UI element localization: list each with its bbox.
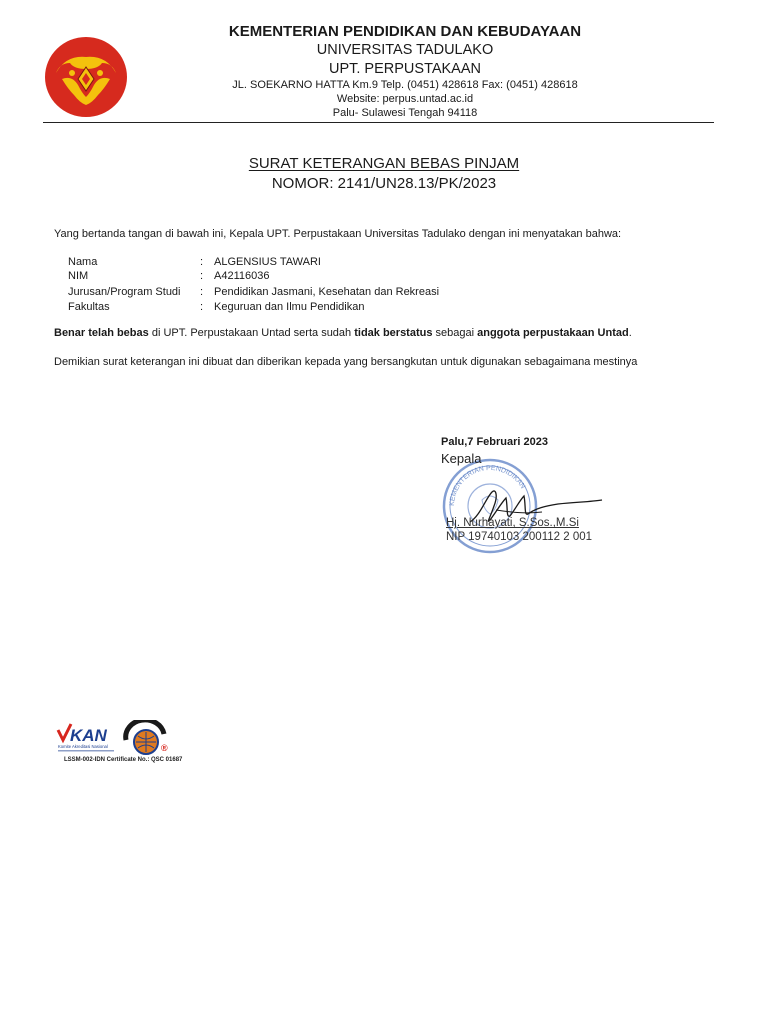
certificate-number: LSSM-002-IDN Certificate No.: QSC 01687 xyxy=(64,757,183,763)
university-name: UNIVERSITAS TADULAKO xyxy=(316,42,494,58)
unit-name: UPT. PERPUSTAKAAN xyxy=(328,61,482,77)
certification-logo xyxy=(120,720,172,760)
statement-text-4: sebagai xyxy=(432,327,478,339)
field-row-program xyxy=(68,286,439,298)
svg-text:KEMENTERIAN PENDIDIKAN: KEMENTERIAN PENDIDIKAN xyxy=(448,464,527,507)
closing-paragraph: Demikian surat keterangan ini dibuat dan diberikan kepada yang bersangkutan untuk digunakan sebagaimana mestinya xyxy=(54,356,638,368)
letter-number: NOMOR: 2141/UN28.13/PK/2023 xyxy=(271,175,497,192)
position-title: Kepala xyxy=(441,451,482,466)
field-row-fakultas xyxy=(68,301,364,313)
field-separator: : xyxy=(200,270,204,282)
field-row-nim xyxy=(68,270,269,282)
field-separator: : xyxy=(200,301,204,313)
letter-title: SURAT KETERANGAN BEBAS PINJAM xyxy=(248,155,520,172)
field-value: ALGENSIUS TAWARI xyxy=(214,256,321,268)
field-value: Pendidikan Jasmani, Kesehatan dan Rekreasi xyxy=(214,286,440,298)
field-label: Nama xyxy=(68,256,98,268)
signatory-nip: NIP 19740103 200112 2 001 xyxy=(446,531,593,543)
website-line: Website: perpus.untad.ac.id xyxy=(336,93,474,105)
kan-logo xyxy=(56,722,118,756)
header-divider xyxy=(43,122,714,123)
city-line: Palu- Sulawesi Tengah 94118 xyxy=(332,107,478,119)
statement-bold-5: anggota perpustakaan Untad xyxy=(477,327,629,339)
statement-paragraph xyxy=(54,327,632,339)
field-separator: : xyxy=(200,286,204,298)
svg-text:Komite Akreditasi Nasional: Komite Akreditasi Nasional xyxy=(58,744,108,749)
svg-text:KAN: KAN xyxy=(70,726,107,745)
field-separator: : xyxy=(200,256,204,268)
field-label: Jurusan/Program Studi xyxy=(68,286,181,298)
field-row-nama xyxy=(68,256,321,268)
signatory-name: Hj. Nurhayati, S.Sos.,M.Si xyxy=(446,517,579,529)
field-label: NIM xyxy=(68,270,89,282)
svg-text:®: ® xyxy=(161,743,168,753)
place-date: Palu,7 Februari 2023 xyxy=(441,436,548,448)
university-logo xyxy=(42,33,130,119)
statement-text-6: . xyxy=(628,327,632,339)
intro-paragraph: Yang bertanda tangan di bawah ini, Kepala UPT. Perpustakaan Universitas Tadulako dengan ini menyatakan bahwa: xyxy=(54,228,622,240)
ministry-name: KEMENTERIAN PENDIDIKAN DAN KEBUDAYAAN xyxy=(228,23,582,40)
field-label: Fakultas xyxy=(68,301,110,313)
address-line: JL. SOEKARNO HATTA Km.9 Telp. (0451) 428618 Fax: (0451) 428618 xyxy=(232,79,578,91)
field-value: Keguruan dan Ilmu Pendidikan xyxy=(214,301,365,313)
statement-text-2: di UPT. Perpustakaan Untad serta sudah xyxy=(148,327,355,339)
statement-bold-1: Benar telah bebas xyxy=(54,327,149,339)
field-value: A42116036 xyxy=(214,270,270,282)
statement-bold-3: tidak berstatus xyxy=(354,327,433,339)
